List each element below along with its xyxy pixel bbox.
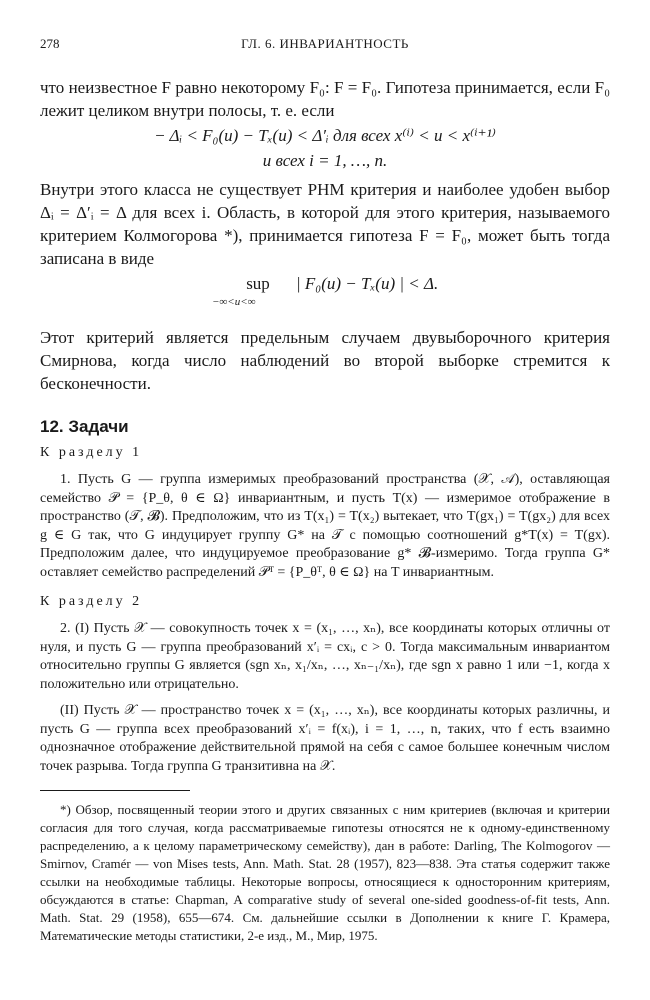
formula-sup-range: −∞<u<∞ [212, 296, 256, 308]
formula-strip-condition: − Δᵢ < F₀(u) − Tₓ(u) < Δ′ᵢ для всех x⁽ⁱ⁾ < u < x⁽ⁱ⁺¹⁾ [154, 126, 496, 145]
formula-strip-range: и всех i = 1, …, n. [262, 151, 388, 170]
footnote-divider [40, 790, 190, 791]
formula-sup: sup [246, 274, 270, 293]
subheading-section-2: К разделу 2 [40, 594, 143, 609]
running-title: ГЛ. 6. ИНВАРИАНТНОСТЬ [241, 36, 409, 51]
formula-sup-expression: | F₀(u) − Tₓ(u) | < Δ. [296, 274, 439, 293]
page-number: 278 [40, 36, 60, 51]
section-title: 12. Задачи [40, 417, 129, 436]
paragraph-intro: что неизвестное F равно некоторому F₀: F = F₀. Гипотеза принимается, если F₀ лежит целиком внутри полосы, т. е. если [40, 78, 610, 120]
paragraph-kolmogorov: Внутри этого класса не существует РНМ критерия и наиболее удобен выбор Δᵢ = Δ′ᵢ = Δ для всех i. Область, в которой для этого критерия, называемого критерием Колмогорова *), принимается гипотеза F = F₀, может быть тогда записана в виде [40, 180, 610, 268]
book-page [40, 30, 610, 945]
subheading-section-1: К разделу 1 [40, 445, 143, 460]
problem-2-part-2: (II) Пусть 𝒳 — пространство точек x = (x₁, …, xₙ), все координаты которых различны, и пусть G — группа всех преобразований x′ᵢ = f(xᵢ), i = 1, …, n, таких, что f есть взаимно однозначное отображение действительной прямой на себя с самое большее конечным числом точек разрыва. Тогда группа G транзитивна на 𝒳. [40, 703, 610, 774]
problem-2-part-1: 2. (I) Пусть 𝒳 — совокупность точек x = (x₁, …, xₙ), все координаты которых отличны от нуля, и пусть G — группа преобразований x′ᵢ = cxᵢ, c > 0. Тогда максимальным инвариантом относительно группы G является (sgn xₙ, x₁/xₙ, …, xₙ₋₁/xₙ), где sgn x равно 1 или −1, когда x положительно или отрицательно. [40, 621, 610, 692]
page-header [40, 30, 610, 54]
footnote: *) Обзор, посвященный теории этого и других связанных с ним критериев (включая и критерии согласия для того случая, когда рассматриваемые гипотезы относятся не к одному-единственному распределению, а к целому параметрическому семейству), дан в работе: Darling, The Kolmogorov — Smirnov, Cramér — von Mises tests, Ann. Math. Stat. 28 (1957), 823—838. Эта статья содержит также ссылки на необходимые таблицы. Некоторые вопросы, относящиеся к односторонним критериям, обсуждаются в статье: Chapman, A comparative study of several one-sided goodness-of-fit tests, Ann. Math. Stat. 29 (1958), 655—674. См. дальнейшие ссылки в Дополнении к книге Г. Крамера, Математические методы статистики, 2-е изд., М., Мир, 1975. [40, 802, 610, 943]
problem-1: 1. Пусть G — группа измеримых преобразований пространства (𝒳, 𝒜), оставляющая семейство 𝒫 = {P_θ, θ ∈ Ω} инвариантным, и пусть T(x) — измеримое отображение в пространство (𝒯, 𝓑). Предположим, что из T(x₁) = T(x₂) вытекает, что T(gx₁) = T(gx₂) для всех g ∈ G так, что G индуцирует группу G* на 𝒯 с помощью соотношений g*T(x) = T(gx). Предположим далее, что индуцируемое преобразование g* 𝓑-измеримо. Тогда группа G* оставляет семейство распределений 𝒫ᵀ = {P_θᵀ, θ ∈ Ω} на T инвариантным. [40, 472, 610, 580]
formula-kolmogorov-region [40, 272, 610, 316]
paragraph-smirnov: Этот критерий является предельным случаем двувыборочного критерия Смирнова, когда число наблюдений во второй выборке стремится к бесконечности. [40, 328, 610, 393]
